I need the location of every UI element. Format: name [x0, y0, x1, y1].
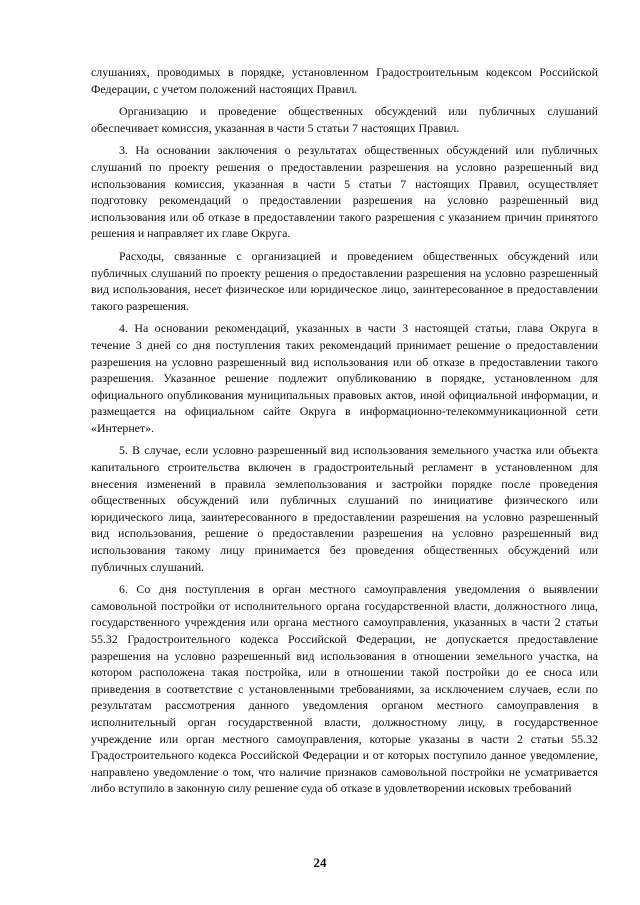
paragraph-6: 6. Со дня поступления в орган местного самоуправления уведомления о выявлении самовольной постройки от исполнительного органа государственной власти, должностного лица, государственного учреждения или органа местного самоуправления, указанных в части 2 статьи 55.32 Градостроительного кодекса Российской Федерации, не допускается предоставление разрешения на условно разрешенный вид использования в отношении земельного участка, на котором расположена такая постройка, или в отношении такой постройки до ее сноса или приведения в соответствие с установленными требованиями, за исключением случаев, если по результатам рассмотрения данного уведомления органом местного самоуправления в исполнительный орган государственной власти, должностному лицу, в государственное учреждение или орган местного самоуправления, которые указаны в части 2 статьи 55.32 Градостроительного кодекса Российской Федерации и от которых поступило данное уведомление, направлено уведомление о том, что наличие признаков самовольной постройки не усматривается либо вступило в законную силу решение суда об отказе в удовлетворении исковых требований — [91, 582, 598, 796]
paragraph-expenses: Расходы, связанные с организацией и проведением общественных обсуждений или публичных слушаний по проекту решения о предоставлении разрешения на условно разрешенный вид использования, несет физическое или юридическое лицо, заинтересованное в предоставлении такого разрешения. — [91, 248, 598, 313]
paragraph-4: 4. На основании рекомендаций, указанных в части 3 настоящей статьи, глава Округа в течение 3 дней со дня поступления таких рекомендаций принимает решение о предоставлении разрешения на условно разрешенный вид использования или об отказе в предоставлении такого разрешения. Указанное решение подлежит опубликованию в порядке, установленном для официального опубликования муниципальных правовых актов, иной официальной информации, и размещается на официальном сайте Округа в информационно-телекоммуникационной сети «Интернет». — [91, 321, 598, 435]
paragraph-5: 5. В случае, если условно разрешенный вид использования земельного участка или объекта капитального строительства включен в градостроительный регламент в установленном для внесения изменений в правила землепользования и застройки порядке после проведения общественных обсуждений или публичных слушаний по инициативе физического или юридического лица, заинтересованного в предоставлении разрешения на условно разрешенный вид использования, решение о предоставлении разрешения на условно разрешенный вид использования такому лицу принимается без проведения общественных обсуждений или публичных слушаний. — [91, 443, 598, 574]
paragraph-3: 3. На основании заключения о результатах общественных обсуждений или публичных слушаний по проекту решения о предоставлении разрешения на условно разрешенный вид использования комиссия, указанная в части 5 статьи 7 настоящих Правил, осуществляет подготовку рекомендаций о предоставлении разрешения на условно разрешенный вид использования или об отказе в предоставлении такого разрешения с указанием причин принятого решения и направляет их главе Округа. — [91, 143, 598, 241]
page-number: 24 — [313, 855, 327, 870]
document-page — [91, 64, 598, 803]
paragraph-continuation: слушаниях, проводимых в порядке, установленном Градостроительным кодексом Российской Федерации, с учетом положений настоящих Правил. — [91, 65, 598, 96]
paragraph-commission: Организацию и проведение общественных обсуждений или публичных слушаний обеспечивает комиссия, указанная в части 5 статьи 7 настоящих Правил. — [91, 104, 598, 135]
